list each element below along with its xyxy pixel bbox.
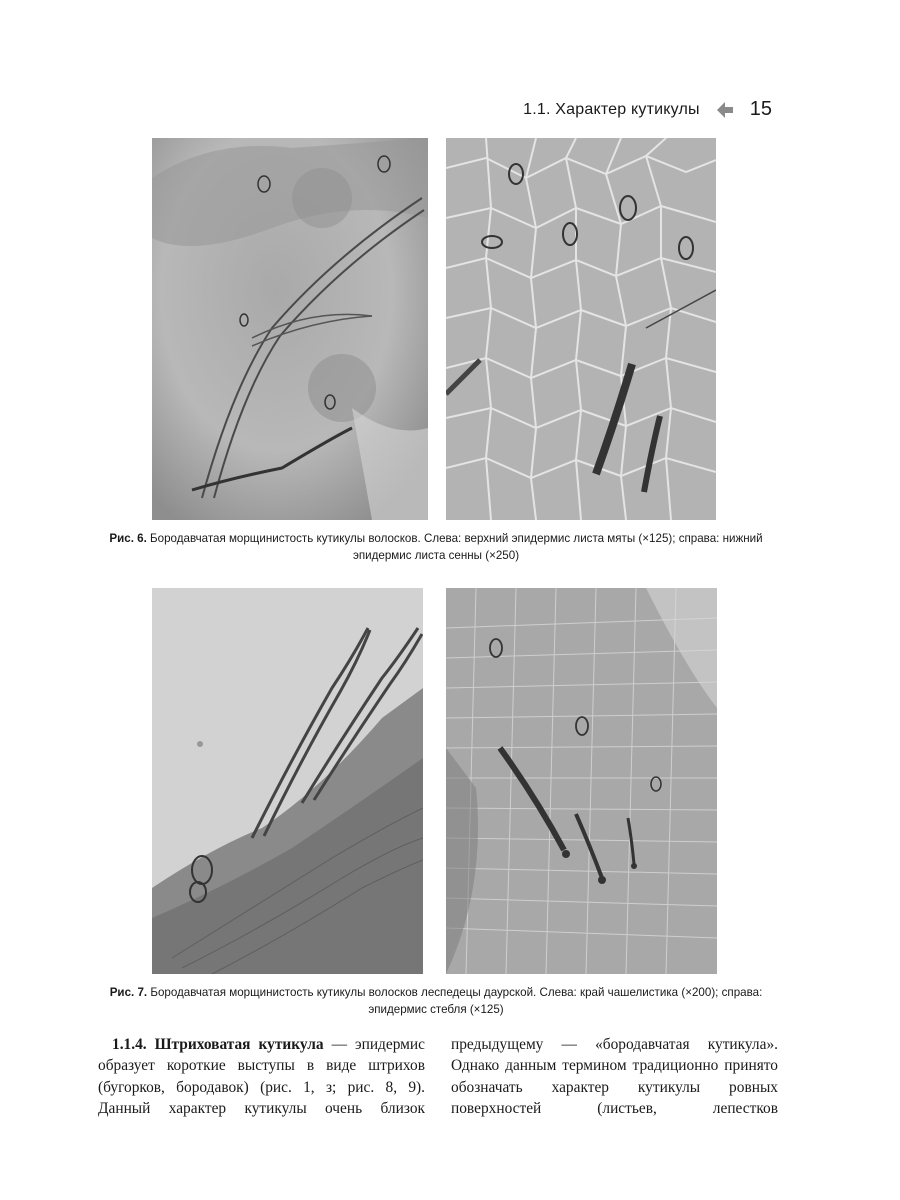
- body-paragraph-right: предыдущему — «бородавчатая кутикула». Однако данным термином традиционно принято обозначать характер кутикулы ровных поверхностей (листьев, лепестков: [451, 1036, 778, 1118]
- page-number: 15: [749, 98, 772, 120]
- figure6-left-micrograph: [152, 138, 428, 520]
- figure6-caption-text: Бородавчатая морщинистость кутикулы волосков. Слева: верхний эпидермис листа мяты (×125); справа: нижний эпидермис листа сенны (×250): [146, 532, 763, 562]
- figure7-label: Рис. 7.: [109, 986, 148, 999]
- arrow-left-icon: [714, 99, 736, 121]
- body-column-left: [98, 1034, 425, 1120]
- section-heading: 1.1.4. Штриховатая кутикула: [112, 1036, 324, 1053]
- section-title: 1.1. Характер кутикулы: [523, 100, 700, 118]
- figure7-caption: [92, 984, 780, 1018]
- body-left-text: — эпидермис образует короткие выступы в виде штрихов (бугорков, бородавок) (рис. 1, з; рис. 8, 9). Данный характер кутикулы очень близок: [98, 1036, 425, 1118]
- figure7-caption-text: Бородавчатая морщинистость кутикулы волосков леспедецы даурской. Слева: край чашелистика (×200); справа: эпидермис стебля (×125): [147, 986, 763, 1016]
- running-head: [523, 98, 772, 121]
- figure6-label: Рис. 6.: [109, 532, 147, 545]
- body-paragraph-left: [98, 1034, 425, 1120]
- body-text: [98, 1034, 778, 1120]
- figure6-caption: [92, 530, 780, 564]
- figure7-right-micrograph: [446, 588, 717, 974]
- body-column-right: [451, 1034, 778, 1120]
- figure6-right-micrograph: [446, 138, 716, 520]
- figure7-left-micrograph: [152, 588, 423, 974]
